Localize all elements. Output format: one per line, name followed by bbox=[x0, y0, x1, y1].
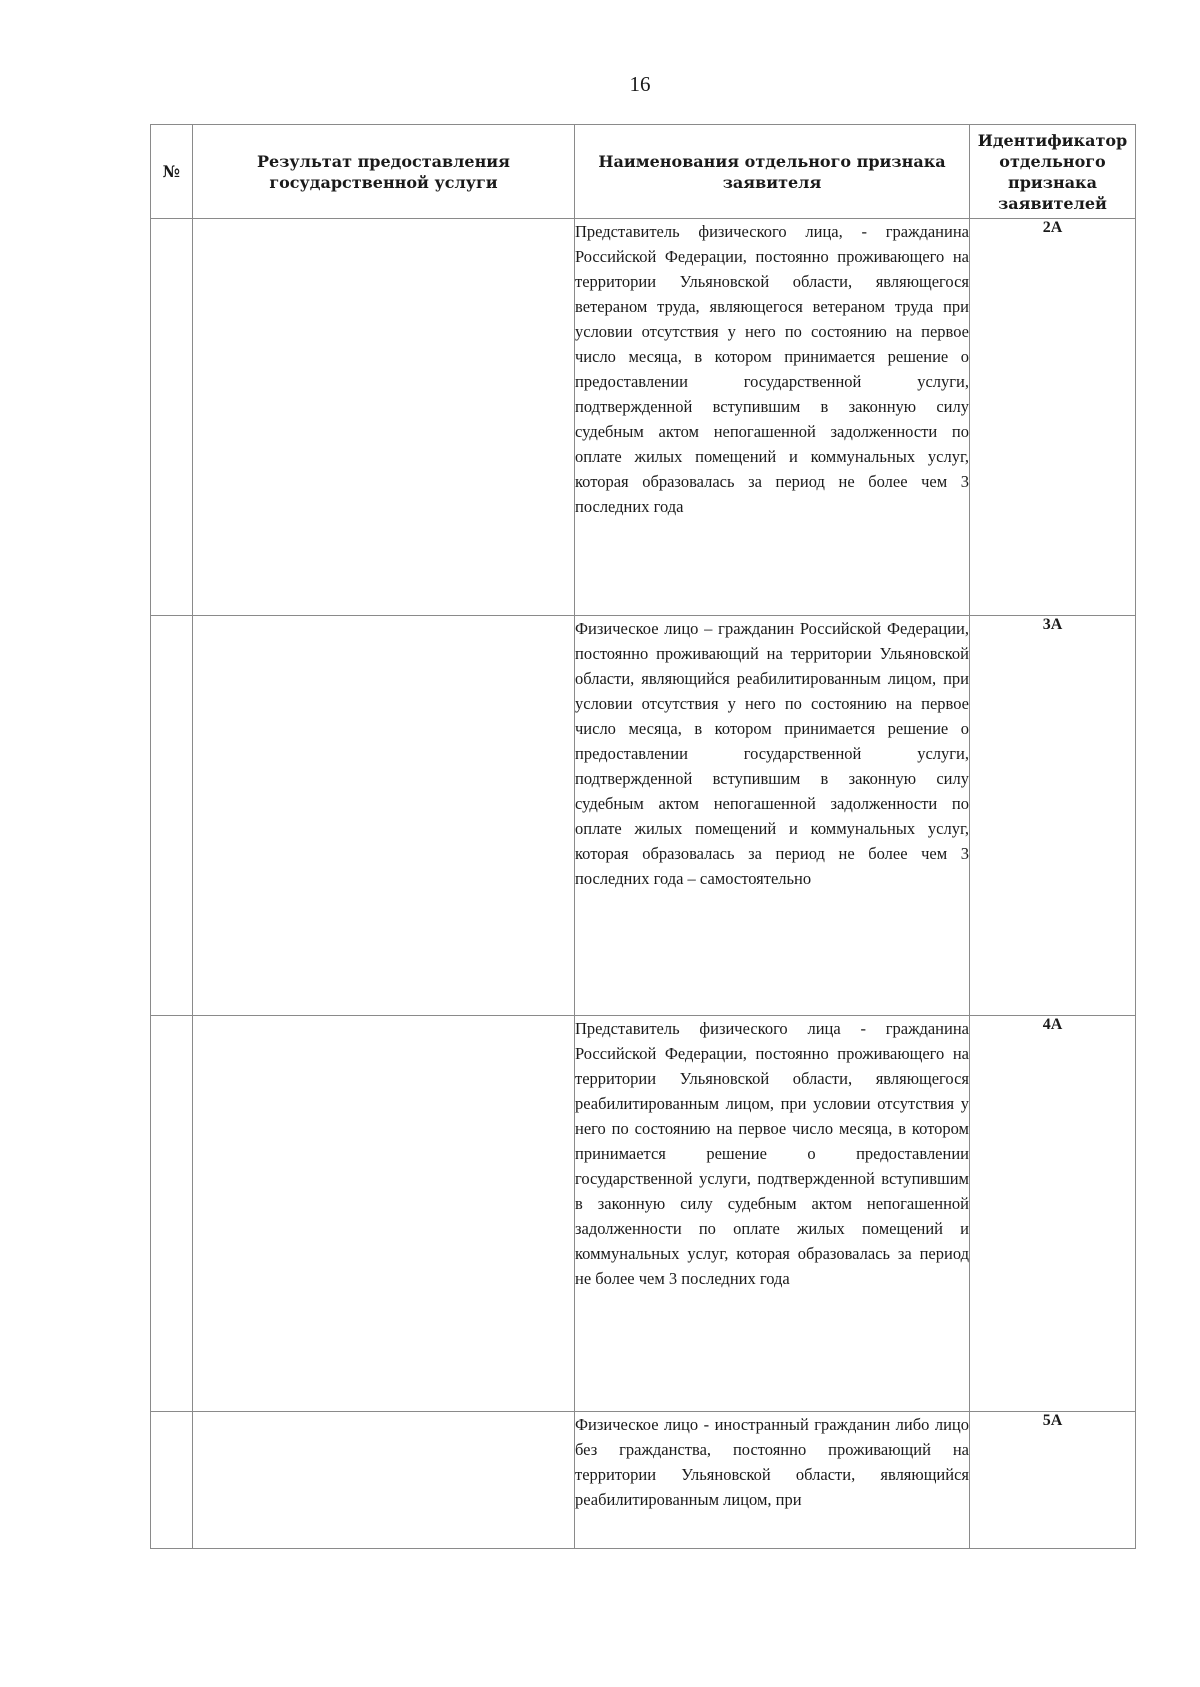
page-number: 16 bbox=[629, 72, 651, 96]
row-result-cell bbox=[193, 1412, 575, 1549]
row-description-cell: Физическое лицо - иностранный гражданин либо лицо без гражданства, постоянно проживающий на территории Ульяновской области, являющийся реабилитированным лицом, при bbox=[575, 1412, 970, 1549]
table-row bbox=[151, 616, 1136, 1016]
row-result-cell bbox=[193, 616, 575, 1016]
applicant-features-table bbox=[150, 124, 1136, 1549]
row-identifier-cell: 2А bbox=[970, 219, 1136, 616]
row-description-cell: Физическое лицо – гражданин Российской Федерации, постоянно проживающий на территории Ульяновской области, являющийся реабилитированным лицом, при условии отсутствия у него по состоянию на первое число месяца, в котором принимается решение о предоставлении государственной услуги, подтвержденной вступившим в законную силу судебным актом непогашенной задолженности по оплате жилых помещений и коммунальных услуг, которая образовалась за период не более чем 3 последних года – самостоятельно bbox=[575, 616, 970, 1016]
row-identifier-cell: 5А bbox=[970, 1412, 1136, 1549]
table-row bbox=[151, 1412, 1136, 1549]
header-number bbox=[151, 125, 193, 219]
row-description-cell: Представитель физического лица - гражданина Российской Федерации, постоянно проживающего на территории Ульяновской области, являющегося реабилитированным лицом, при условии отсутствия у него по состоянию на первое число месяца, в котором принимается решение о предоставлении государственной услуги, подтвержденной вступившим в законную силу судебным актом непогашенной задолженности по оплате жилых помещений и коммунальных услуг, которая образовалась за период не более чем 3 последних года bbox=[575, 1016, 970, 1412]
row-number-cell bbox=[151, 1412, 193, 1549]
header-feature-name bbox=[575, 125, 970, 219]
row-result-cell bbox=[193, 1016, 575, 1412]
header-feature-name-label: Наименования отдельного признака заявителя bbox=[598, 151, 946, 192]
row-identifier-cell: 4А bbox=[970, 1016, 1136, 1412]
row-number-cell bbox=[151, 616, 193, 1016]
header-result bbox=[193, 125, 575, 219]
table-row bbox=[151, 1016, 1136, 1412]
header-number-label: № bbox=[162, 162, 181, 181]
row-identifier-cell: 3А bbox=[970, 616, 1136, 1016]
table-row bbox=[151, 219, 1136, 616]
row-description-cell: Представитель физического лица, - гражданина Российской Федерации, постоянно проживающего на территории Ульяновской области, являющегося ветераном труда, являющегося ветераном труда при условии отсутствия у него по состоянию на первое число месяца, в котором принимается решение о предоставлении государственной услуги, подтвержденной вступившим в законную силу судебным актом непогашенной задолженности по оплате жилых помещений и коммунальных услуг, которая образовалась за период не более чем 3 последних года bbox=[575, 219, 970, 616]
header-identifier-label: Идентификатор отдельного признака заявителей bbox=[977, 130, 1128, 213]
row-number-cell bbox=[151, 1016, 193, 1412]
row-number-cell bbox=[151, 219, 193, 616]
header-result-label: Результат предоставления государственной услуги bbox=[257, 151, 510, 192]
header-identifier bbox=[970, 125, 1136, 219]
table-header-row bbox=[151, 125, 1136, 219]
row-result-cell bbox=[193, 219, 575, 616]
